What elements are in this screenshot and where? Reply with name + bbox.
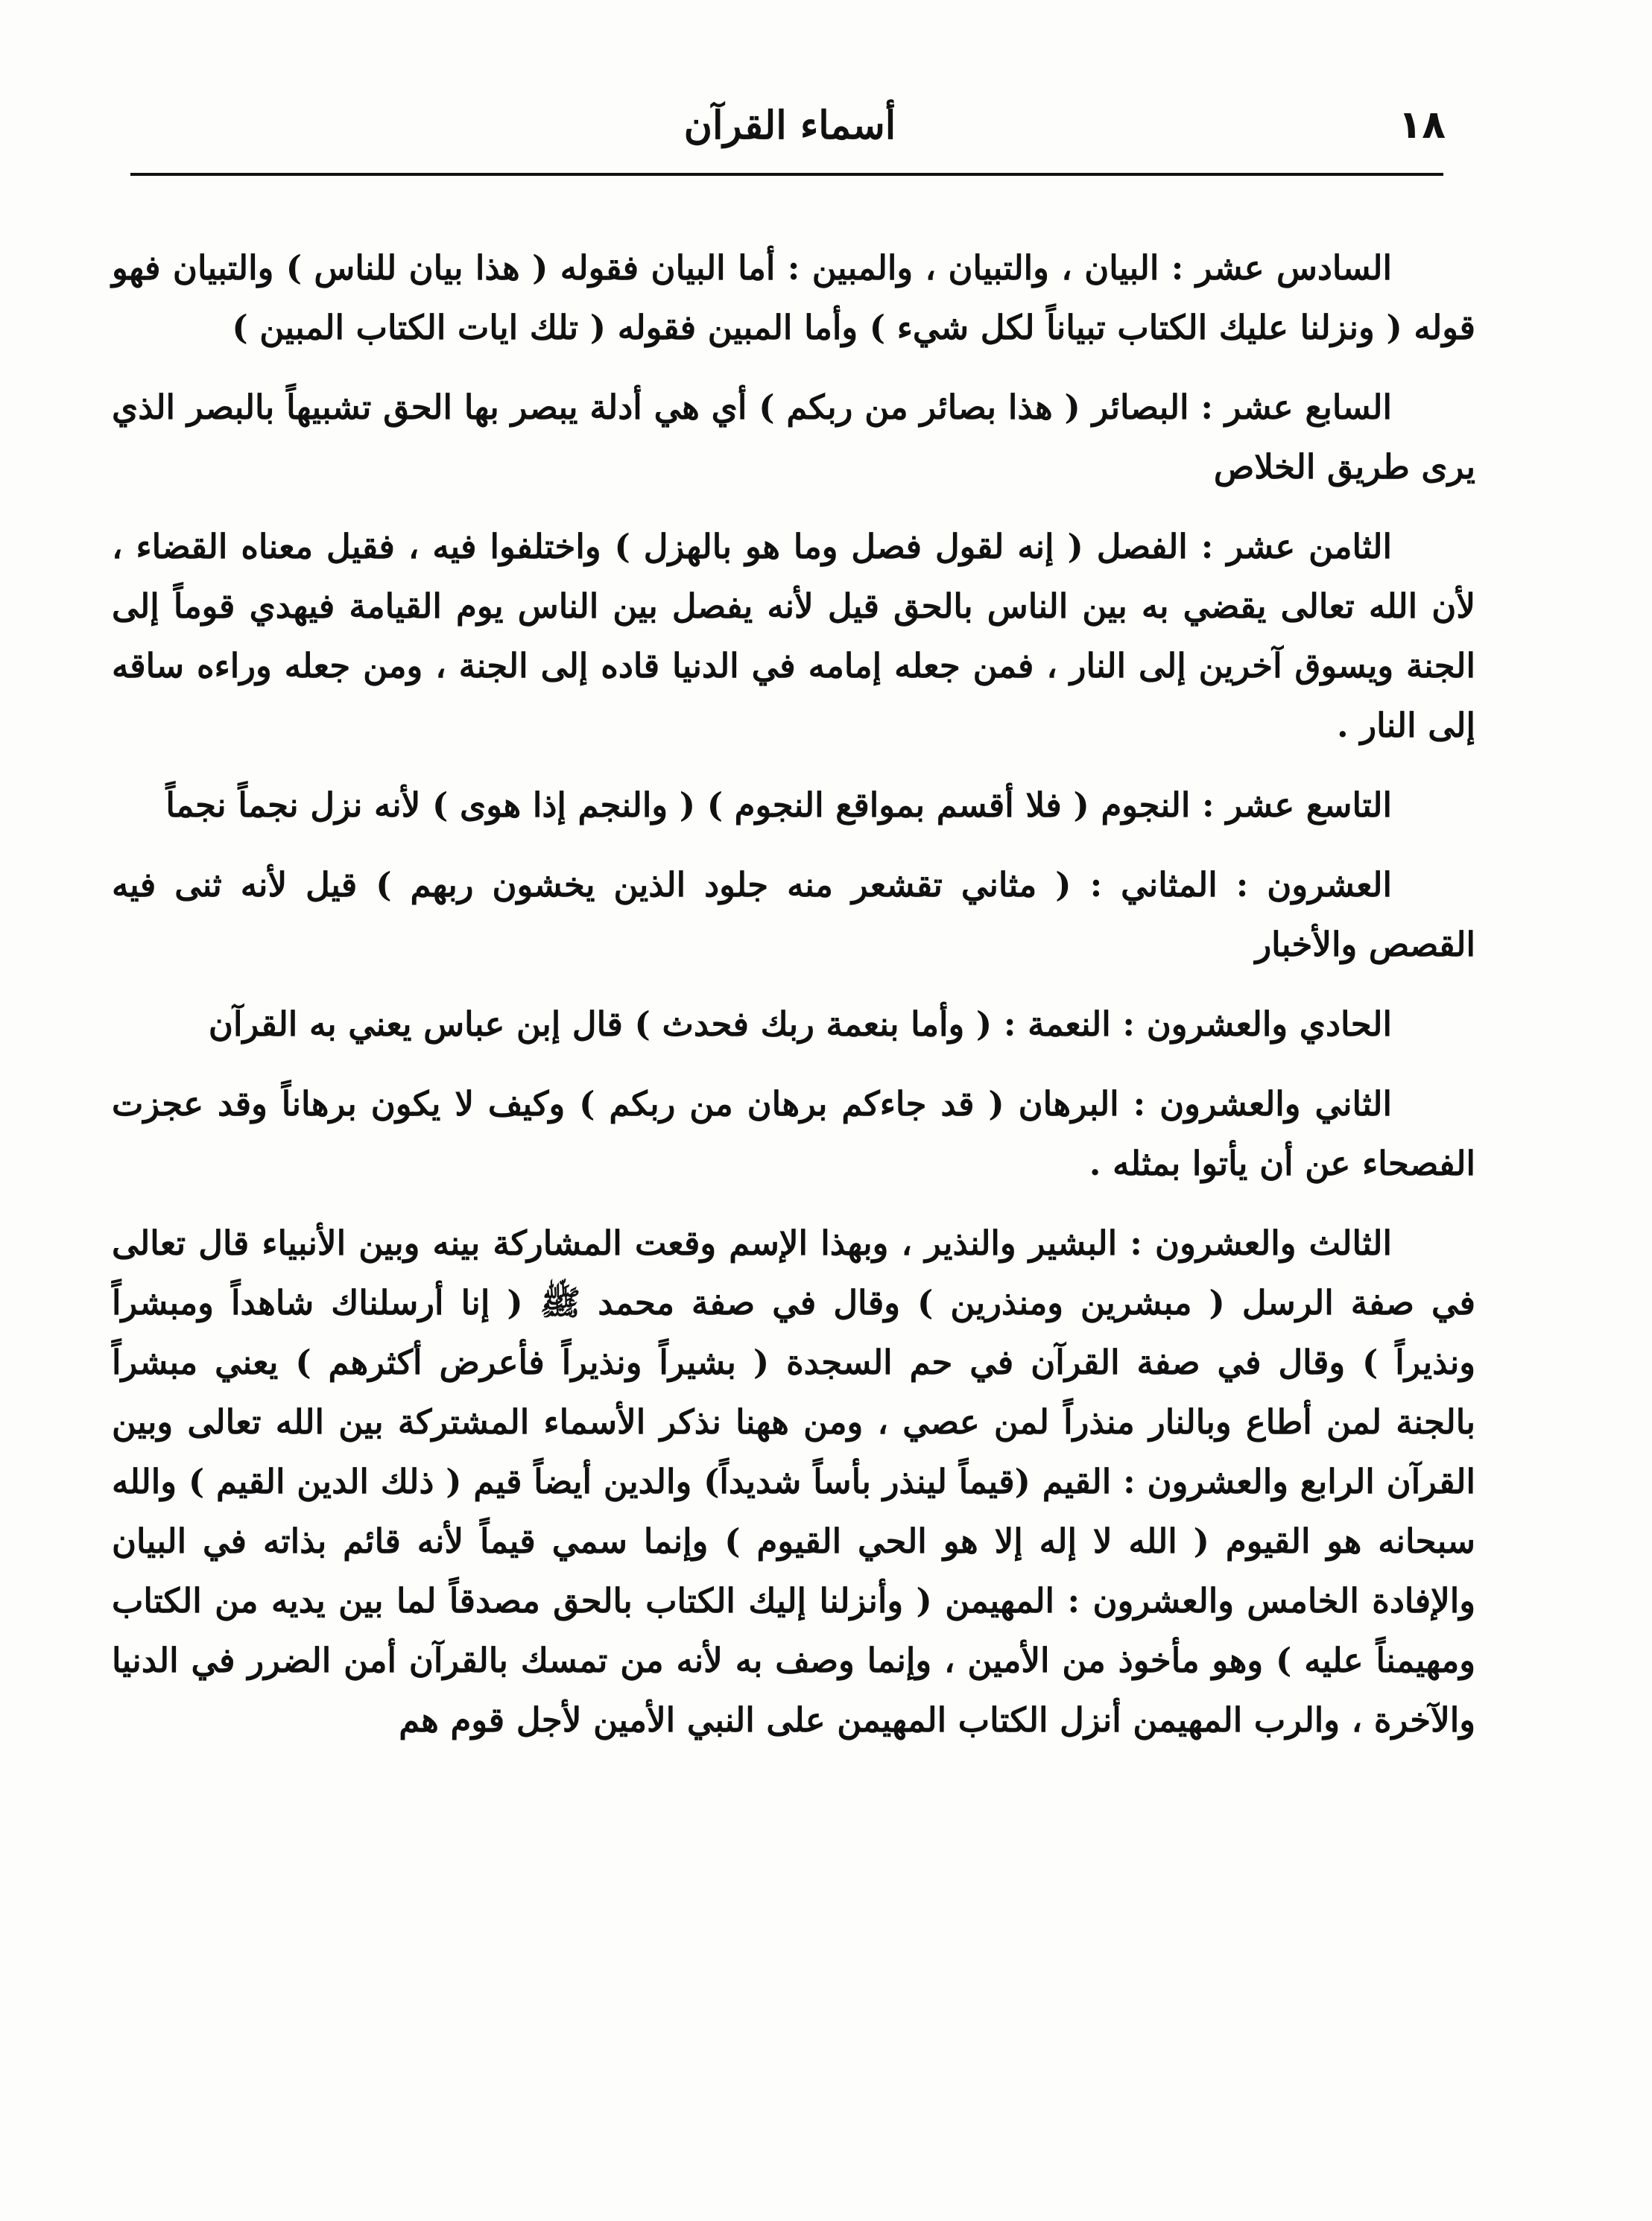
paragraph-20-al-mathani: العشرون : المثاني : ( مثاني تقشعر منه جلود الذين يخشون ربهم ) قيل لأنه ثنى فيه القصص والأخبار (112, 865, 1475, 964)
paragraph-23-al-bashir: الثالث والعشرون : البشير والنذير ، وبهذا الإسم وقعت المشاركة بينه وبين الأنبياء قال تعالى في صفة الرسل ( مبشرين ومنذرين ) وقال في صفة محمد ﷺ ( إنا أرسلناك شاهداً ومبشراً ونذيراً ) وقال في صفة القرآن في حم السجدة ( بشيراً ونذيراً فأعرض أكثرهم ) يعني مبشراً بالجنة لمن أطاع وبالنار منذراً لمن عصي ، ومن ههنا نذكر الأسماء المشتركة بين الله تعالى وبين القرآن الرابع والعشرون : القيم (قيماً لينذر بأساً شديداً) والدين أيضاً قيم ( ذلك الدين القيم ) والله سبحانه هو القيوم ( الله لا إله إلا هو الحي القيوم ) وإنما سمي قيماً لأنه قائم بذاته في البيان والإفادة الخامس والعشرون : المهيمن ( وأنزلنا إليك الكتاب بالحق مصدقاً لما بين يديه من الكتاب ومهيمناً عليه ) وهو مأخوذ من الأمين ، وإنما وصف به لأنه من تمسك بالقرآن أمن الضرر في الدنيا والآخرة ، والرب المهيمن أنزل الكتاب المهيمن على النبي الأمين لأجل قوم هم (112, 1223, 1475, 1740)
paragraph-22-al-burhan: الثاني والعشرون : البرهان ( قد جاءكم برهان من ربكم ) وكيف لا يكون برهاناً وقد عجزت الفصحاء عن أن يأتوا بمثله . (112, 1084, 1475, 1183)
header-rule (130, 173, 1443, 176)
page-body (112, 238, 1475, 1750)
running-title: أسماء القرآن (683, 103, 896, 148)
paragraph-16-al-bayan: السادس عشر : البيان ، والتبيان ، والمبين : أما البيان فقوله ( هذا بيان للناس ) والتبيان فهو قوله ( ونزلنا عليك الكتاب تبياناً لكل شيء ) وأما المبين فقوله ( تلك ايات الكتاب المبين ) (112, 248, 1475, 347)
paragraph-17-al-basair: السابع عشر : البصائر ( هذا بصائر من ربكم ) أي هي أدلة يبصر بها الحق تشبيهاً بالبصر الذي يرى طريق الخلاص (112, 387, 1475, 487)
paragraph-19-al-nujum: التاسع عشر : النجوم ( فلا أقسم بمواقع النجوم ) ( والنجم إذا هوى ) لأنه نزل نجماً نجماً (165, 785, 1392, 825)
page-number: ١٨ (1398, 103, 1446, 148)
paragraph-21-al-nima: الحادي والعشرون : النعمة : ( وأما بنعمة ربك فحدث ) قال إبن عباس يعني به القرآن (208, 1004, 1392, 1044)
paragraph-18-al-fasl: الثامن عشر : الفصل ( إنه لقول فصل وما هو بالهزل ) واختلفوا فيه ، فقيل معناه القضاء ، لأن الله تعالى يقضي به بين الناس بالحق قيل لأنه يفصل بين الناس يوم القيامة فيهدي قوماً إلى الجنة ويسوق آخرين إلى النار ، فمن جعله إمامه في الدنيا قاده إلى الجنة ، ومن جعله وراءه ساقه إلى النار . (112, 527, 1475, 745)
page-header (134, 97, 1446, 164)
